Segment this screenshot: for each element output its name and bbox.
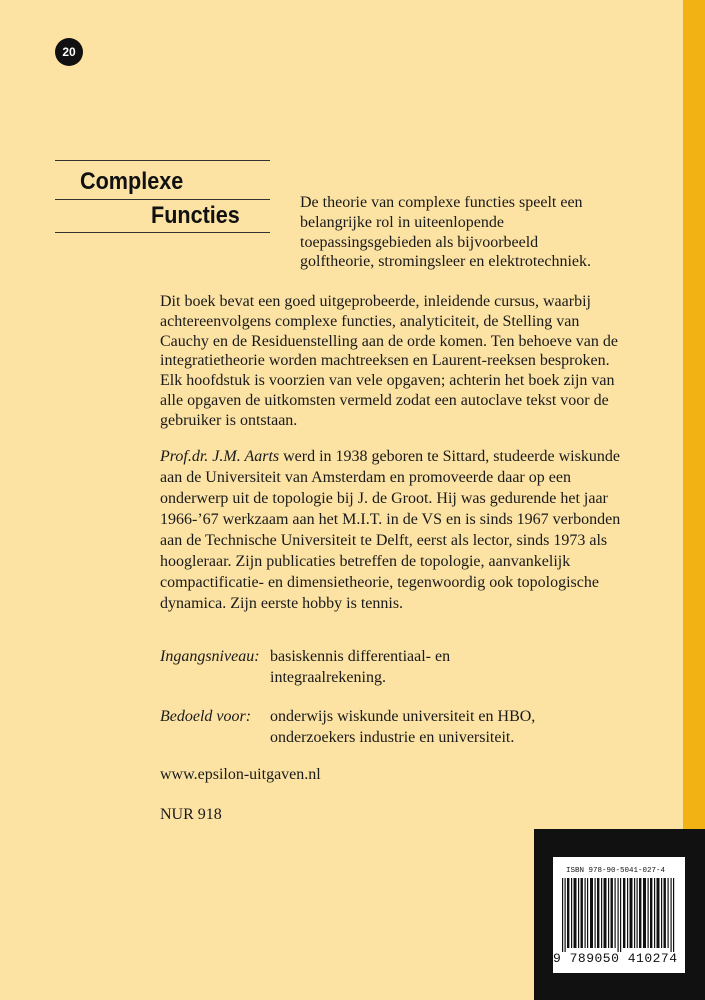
- title-line-2: Functies: [151, 202, 240, 229]
- blurb-intro: De theorie van complexe functies speelt een belangrijke rol in uiteenlopende toepassingsgebieden als bijvoorbeeld golftheorie, stromingsleer en elektrotechniek.: [300, 194, 592, 271]
- intended-for-label: Bedoeld voor:: [160, 708, 252, 725]
- entry-level-row: [160, 646, 630, 690]
- entry-level-label: Ingangsniveau:: [160, 648, 260, 665]
- barcode-bars: [562, 878, 678, 952]
- blurb-content: Dit boek bevat een goed uitgeprobeerde, inleidende cursus, waarbij achtereenvolgens complexe functies, analyticiteit, de Stelling van Cauchy en de Residuenstelling aan de orde komen. Ten behoeve van de integratietheorie worden machtreeksen en Laurent-reeksen besproken.: [160, 293, 618, 370]
- author-bio: [160, 446, 630, 614]
- blurb-body: [160, 292, 630, 431]
- entry-level-value: basiskennis differentiaal- en integraalrekening.: [270, 648, 451, 686]
- title-rule-bottom: [55, 232, 270, 233]
- intended-for-row: [160, 706, 630, 750]
- author-name: Prof.dr. J.M. Aarts: [160, 448, 280, 465]
- author-bio-text: werd in 1938 geboren te Sittard, studeerde wiskunde aan de Universiteit van Amsterdam en promoveerde daar op een onderwerp uit de topologie bij J. de Groot. Hij was gedurende het jaar 1966-’67 werkzaam aan het M.I.T. in de VS en is sinds 1967 verbonden aan de Technische Universiteit te Delft, eerst als lector, sinds 1973 als hoogleraar. Zijn publicaties betreffen de topologie, aanvankelijk compactificatie- en dimensietheorie, tegenwoordig ook topologische dynamica. Zijn eerste hobby is tennis.: [160, 448, 621, 612]
- title-rule-middle: [55, 199, 270, 200]
- title-rule-top: [55, 160, 270, 161]
- page-number-badge: 20: [55, 38, 83, 66]
- nur-code: NUR 918: [160, 806, 222, 823]
- website-link[interactable]: www.epsilon-uitgaven.nl: [160, 766, 321, 783]
- title-line-1: Complexe: [80, 168, 184, 195]
- isbn-label: ISBN 978-90-5041-027-4: [566, 867, 666, 875]
- blurb-exercises: Elk hoofdstuk is voorzien van vele opgaven; achterin het boek zijn van alle opgaven de uitkomsten vermeld zodat een autoclave tekst voor de gebruiker is ontstaan.: [160, 372, 615, 429]
- intended-for-value: onderwijs wiskunde universiteit en HBO, onderzoekers industrie en universiteit.: [270, 708, 536, 746]
- ean-number: 9 789050 410274 >: [553, 951, 695, 966]
